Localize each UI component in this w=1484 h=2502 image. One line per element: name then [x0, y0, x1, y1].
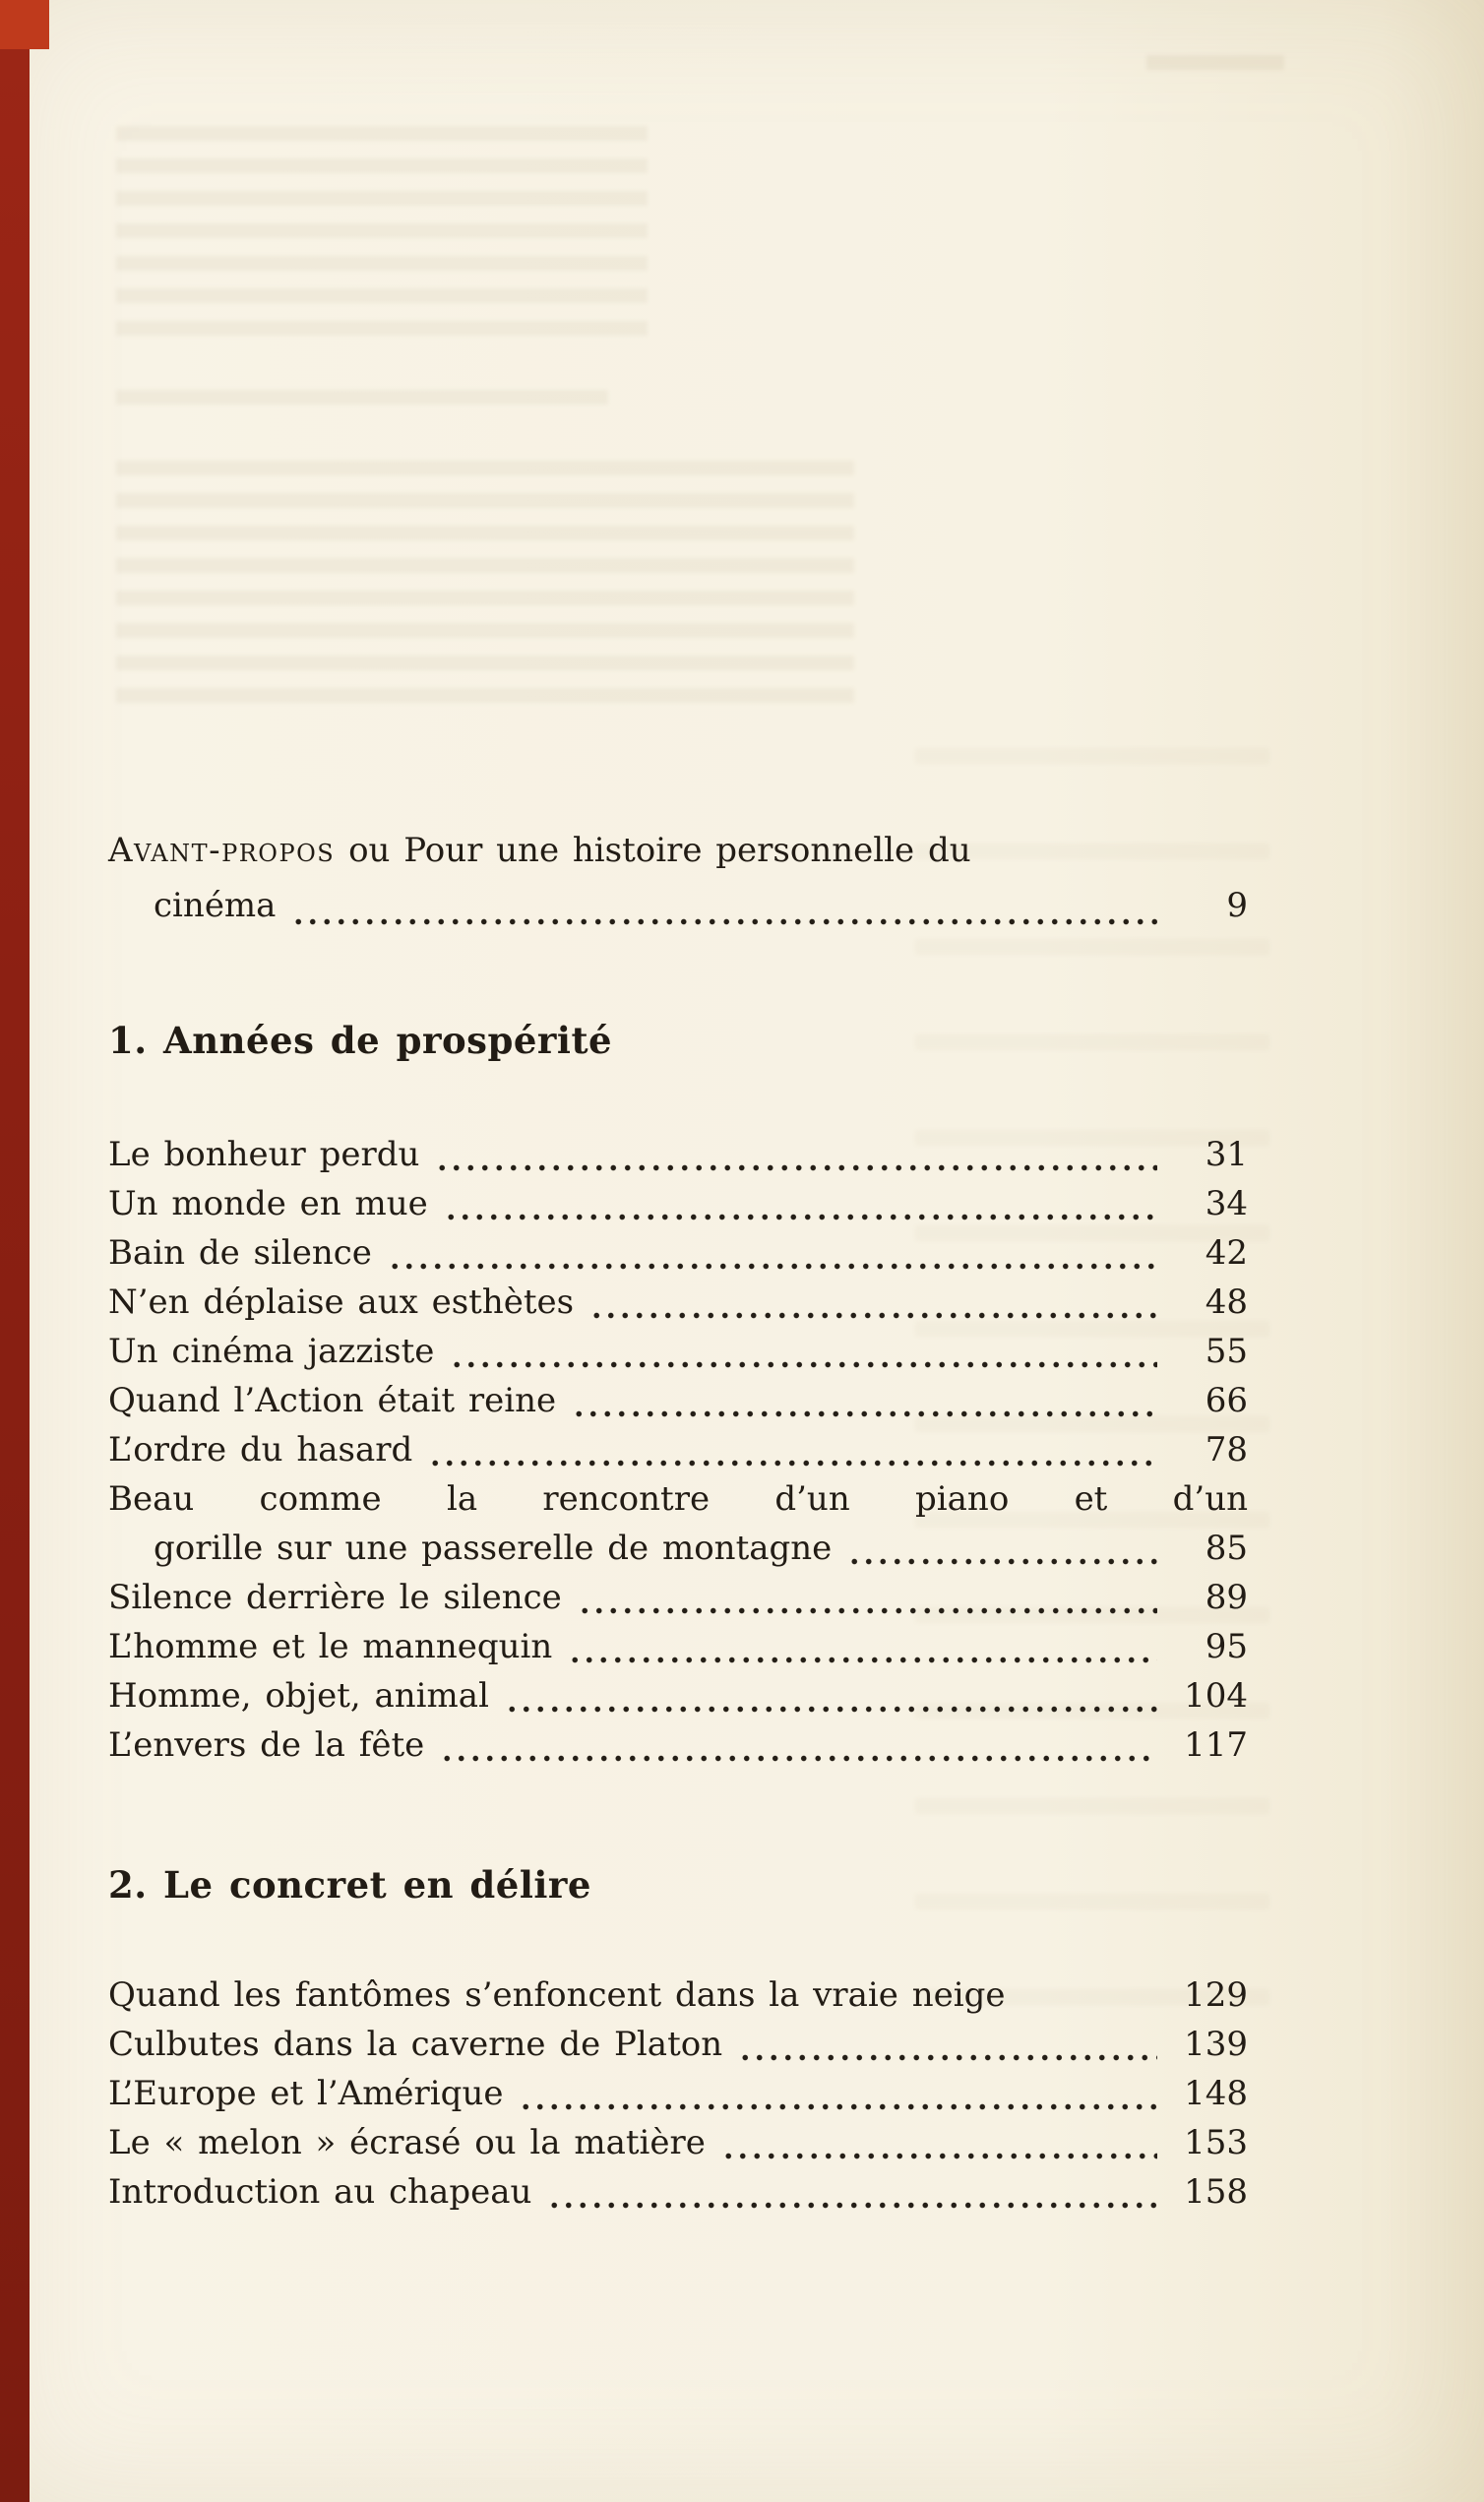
toc-entry-title: Un cinéma jazziste	[108, 1332, 435, 1371]
dot-leader	[386, 1262, 1157, 1271]
toc-entry-row	[108, 1573, 1248, 1622]
toc-entry-row	[108, 2167, 1248, 2217]
avant-propos-label: Avant-propos	[108, 831, 336, 870]
dot-leader	[1019, 2004, 1157, 2013]
frontmatter-title-line2	[108, 878, 1248, 933]
book-cover-corner	[0, 0, 49, 49]
toc-entry-title: Homme, objet, animal	[108, 1676, 489, 1716]
toc-entry-row	[108, 1524, 1248, 1573]
toc-entry-row	[108, 1179, 1248, 1228]
section-heading: 1. Années de prospérité	[108, 1019, 613, 1062]
dot-leader	[545, 2201, 1157, 2210]
frontmatter-entry	[108, 823, 1248, 933]
toc-entry-row	[108, 1278, 1248, 1327]
toc-page-number: 117	[1184, 1725, 1248, 1765]
book-cover-edge	[0, 0, 30, 2502]
toc-page-number: 9	[1226, 886, 1248, 925]
dot-leader	[736, 2053, 1157, 2062]
toc-entry-title: L’homme et le mannequin	[108, 1627, 553, 1666]
toc-entry-title: N’en déplaise aux esthètes	[108, 1282, 575, 1322]
toc-entry-title: L’envers de la fête	[108, 1725, 425, 1765]
toc-page-number: 31	[1205, 1135, 1248, 1174]
toc-page-number: 42	[1205, 1233, 1248, 1273]
dot-leader	[587, 1311, 1157, 1320]
section-heading: 2. Le concret en délire	[108, 1863, 591, 1907]
dot-leader	[433, 1163, 1157, 1172]
toc-entry-list	[108, 1130, 1248, 1770]
toc-page-number: 139	[1184, 2025, 1248, 2064]
dot-leader	[576, 1606, 1157, 1615]
toc-entry-title: L’Europe et l’Amérique	[108, 2074, 504, 2113]
toc-page-number: 66	[1205, 1381, 1248, 1420]
dot-leader	[442, 1213, 1157, 1221]
dot-leader	[426, 1459, 1157, 1468]
toc-entry-row	[108, 2020, 1248, 2069]
toc-page-number: 95	[1205, 1627, 1248, 1666]
table-of-contents	[108, 0, 1248, 2217]
toc-entry-row	[108, 1425, 1248, 1474]
toc-entry-title: gorille sur une passerelle de montagne	[154, 1529, 833, 1568]
toc-page-number: 104	[1184, 1676, 1248, 1716]
toc-page-number: 85	[1205, 1529, 1248, 1568]
toc-page-number: 158	[1184, 2172, 1248, 2212]
toc-entry-row	[108, 1720, 1248, 1770]
toc-entry-title: Bain de silence	[108, 1233, 372, 1273]
toc-page-number: 48	[1205, 1282, 1248, 1322]
toc-entry-row	[108, 2118, 1248, 2167]
dot-leader	[845, 1557, 1157, 1566]
dot-leader	[448, 1360, 1157, 1369]
toc-entry-list	[108, 1970, 1248, 2217]
toc-entry-title-wrapped: Beau comme la rencontre d’un piano et d’un	[108, 1479, 1248, 1519]
dot-leader	[570, 1409, 1157, 1418]
toc-entry-title: L’ordre du hasard	[108, 1430, 413, 1470]
toc-page-number: 129	[1184, 1975, 1248, 2015]
toc-entry-title: Quand l’Action était reine	[108, 1381, 557, 1420]
toc-entry-row	[108, 2069, 1248, 2118]
toc-entry-row	[108, 1671, 1248, 1720]
dot-leader	[438, 1754, 1157, 1763]
toc-entry-row	[108, 1376, 1248, 1425]
toc-entry-title: cinéma	[154, 886, 277, 925]
toc-entry-row	[108, 1622, 1248, 1671]
toc-entry-title: Un monde en mue	[108, 1184, 428, 1223]
frontmatter-title-line1	[108, 823, 1248, 878]
frontmatter-title-rest: ou Pour une histoire personnelle du	[348, 831, 971, 870]
toc-entry-title: Culbutes dans la caverne de Platon	[108, 2025, 723, 2064]
toc-entry-row	[108, 1327, 1248, 1376]
toc-page-number: 78	[1205, 1430, 1248, 1470]
dot-leader	[517, 2102, 1157, 2111]
toc-entry-row	[108, 1228, 1248, 1278]
dot-leader	[566, 1656, 1157, 1664]
toc-page-number: 89	[1205, 1578, 1248, 1617]
toc-entry-title: Quand les fantômes s’enfoncent dans la vraie neige	[108, 1975, 1006, 2015]
toc-entry-title: Le « melon » écrasé ou la matière	[108, 2123, 706, 2162]
dot-leader	[503, 1705, 1157, 1714]
toc-entry-title: Silence derrière le silence	[108, 1578, 562, 1617]
toc-page-number: 34	[1205, 1184, 1248, 1223]
toc-page-number: 55	[1205, 1332, 1248, 1371]
dot-leader	[719, 2152, 1157, 2160]
toc-page-number: 153	[1184, 2123, 1248, 2162]
dot-leader	[289, 917, 1157, 926]
toc-entry-row	[108, 1130, 1248, 1179]
toc-sections	[108, 1016, 1248, 2217]
toc-entry-title: Introduction au chapeau	[108, 2172, 532, 2212]
toc-entry-row	[108, 1970, 1248, 2020]
toc-entry-title: Le bonheur perdu	[108, 1135, 420, 1174]
toc-page-number: 148	[1184, 2074, 1248, 2113]
